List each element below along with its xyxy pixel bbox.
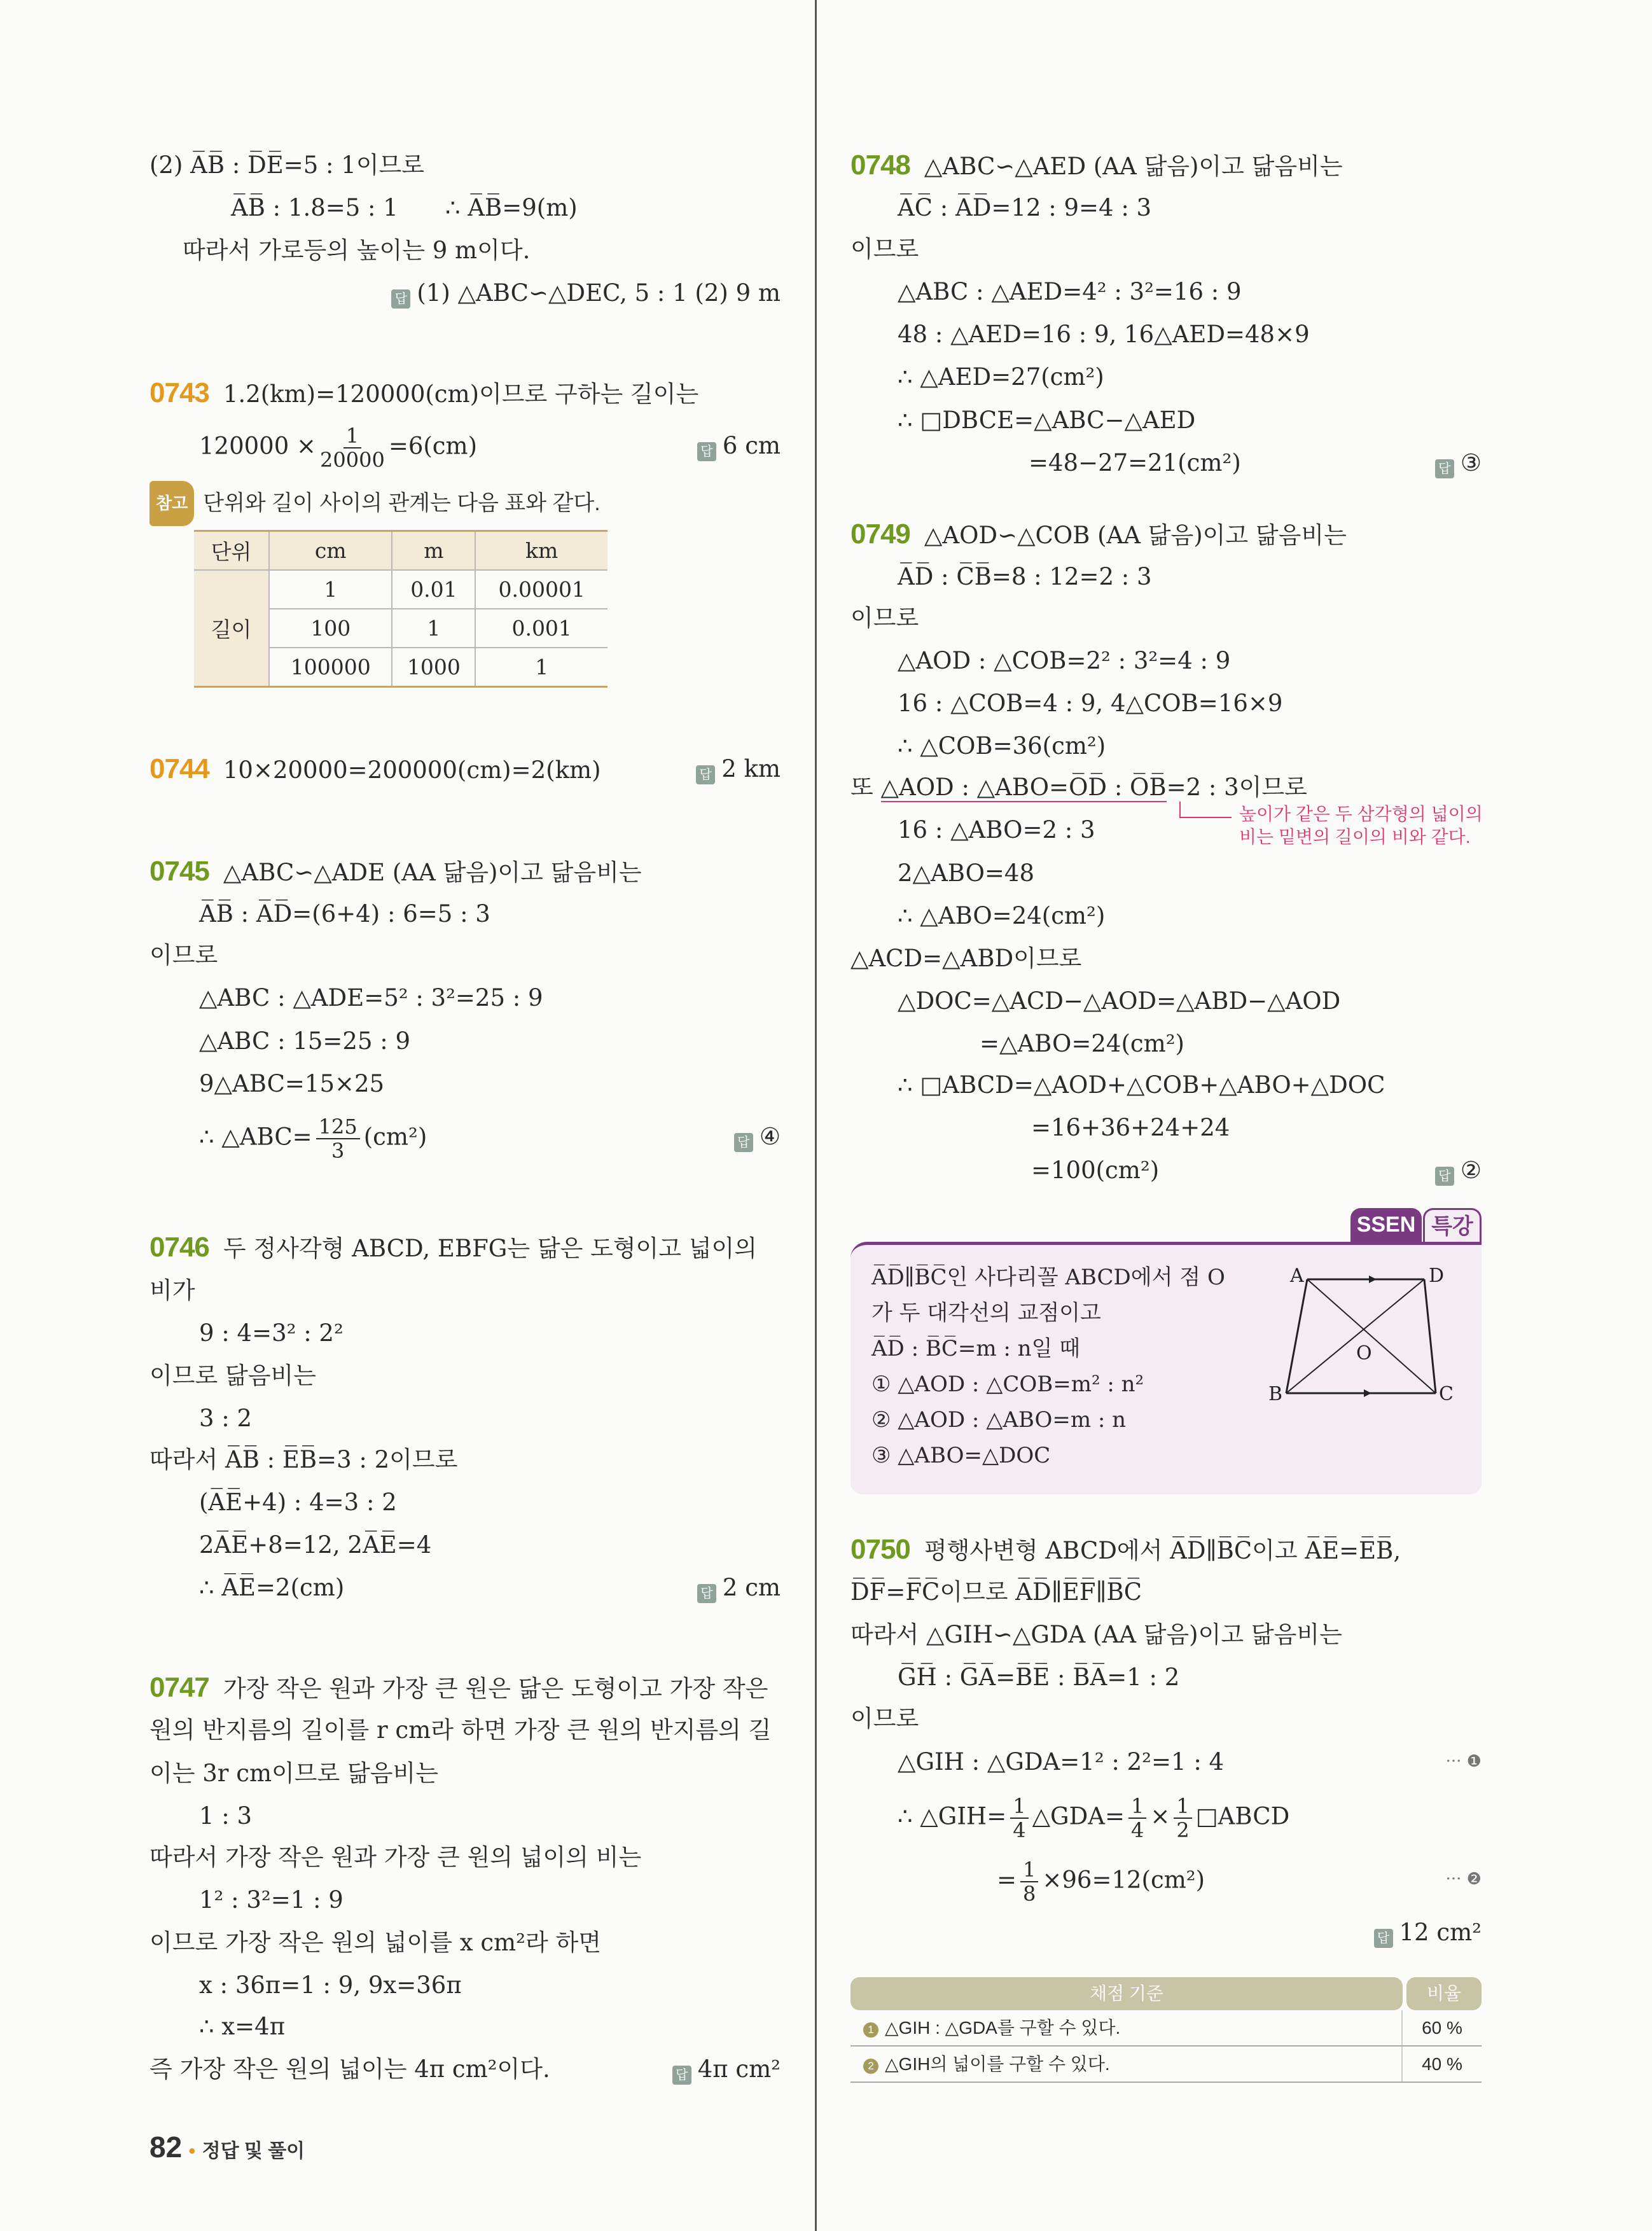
fraction	[1010, 1795, 1028, 1842]
header-criteria: 채점 기준	[850, 1977, 1403, 2010]
problem-number: 0745	[149, 856, 209, 887]
table-cell: 100000	[269, 648, 392, 687]
lecture-tab: 특강	[1423, 1208, 1482, 1242]
denominator: 4	[1130, 1818, 1144, 1842]
text-line: 따라서 가로등의 높이는 9 m이다.	[183, 237, 531, 264]
answer-text: 4π cm²	[697, 2055, 781, 2083]
table-cell: 1	[392, 609, 475, 648]
page-number: 82	[149, 2130, 183, 2164]
callout-connector	[1179, 802, 1232, 818]
answer-text: ③	[1460, 449, 1482, 476]
answer-icon: 답	[734, 1133, 753, 1152]
text-line: 9△ABC=15×25	[199, 1070, 385, 1097]
problem-number: 0750	[850, 1534, 910, 1565]
text-line: 이므로 가장 작은 원의 넓이를 x cm²라 하면	[149, 1929, 601, 1956]
box-line: 가 두 대각선의 교점이고	[871, 1300, 1101, 1326]
text-line: 이므로 닮음비는	[149, 1362, 316, 1389]
text-line: 16 : △ABO=2 : 3	[898, 816, 1095, 844]
text-line: 2△ABO=48	[898, 859, 1035, 887]
step-badge: 2	[863, 2059, 878, 2074]
text: ∴ △ABC=	[199, 1123, 312, 1151]
answer	[697, 1566, 781, 1609]
text-line: 이므로	[850, 604, 919, 632]
row-label: 길이	[194, 570, 269, 687]
text: =6(cm)	[388, 432, 478, 460]
problem-number: 0747	[149, 1672, 209, 1703]
box-line: A̅D̅∥B̅C̅인 사다리꼴 ABCD에서 점 O	[871, 1265, 1225, 1290]
text-line: 1 : 3	[199, 1802, 253, 1830]
answer-text: 12 cm²	[1399, 1919, 1482, 1946]
numerator: 1	[1020, 1858, 1038, 1882]
step-marker: ··· ❷	[1445, 1870, 1482, 1889]
answer	[697, 424, 781, 467]
text-line: ∴ △ABO=24(cm²)	[898, 902, 1106, 929]
numerator: 1	[1010, 1795, 1028, 1819]
text-line: (2) A̅B̅ : D̅E̅=5 : 1이므로	[149, 151, 425, 179]
answer-text: ②	[1460, 1157, 1482, 1184]
text-line: 이므로	[149, 942, 218, 969]
table-cell: 0.00001	[475, 570, 607, 609]
note	[149, 481, 600, 524]
footer-bullet: •	[188, 2141, 196, 2162]
text: =	[997, 1866, 1017, 1894]
answer-text: (1) △ABC∽△DEC, 5 : 1 (2) 9 m	[417, 279, 781, 307]
table-header: m	[392, 531, 475, 571]
answer-text: 6 cm	[722, 432, 781, 459]
fraction	[1020, 1858, 1038, 1905]
text-line: 두 정사각형 ABCD, EBFG는 닮은 도형이고 넓이의	[223, 1235, 758, 1262]
text-line: 10×20000=200000(cm)=2(km)	[223, 756, 601, 784]
table-cell: 0.01	[392, 570, 475, 609]
table-cell: 100	[269, 609, 392, 648]
ratio-cell: 40 %	[1422, 2054, 1462, 2074]
equation-line	[199, 1115, 427, 1163]
criteria-text: △GIH : △GDA를 구할 수 있다.	[885, 2018, 1121, 2038]
answer	[696, 747, 781, 790]
box-line: ① △AOD : △COB=m² : n²	[871, 1372, 1144, 1397]
text-line: 48 : △AED=16 : 9, 16△AED=48×9	[898, 321, 1310, 348]
highlighted-ratio: △AOD : △ABO=O̅D̅ : O̅B̅	[880, 774, 1167, 801]
text-line: 3 : 2	[199, 1405, 253, 1432]
numerator: 125	[316, 1115, 360, 1139]
text-line: =100(cm²)	[1031, 1157, 1160, 1184]
text-line: 이므로	[850, 1705, 919, 1732]
answer-icon: 답	[697, 1584, 716, 1603]
text-line: =16+36+24+24	[1031, 1114, 1230, 1141]
text-line: △ABC : △AED=4² : 3²=16 : 9	[898, 278, 1242, 305]
table-cell: 1	[475, 648, 607, 687]
text: ×96=12(cm²)	[1042, 1866, 1205, 1894]
text-line: ∴ △AED=27(cm²)	[898, 363, 1104, 391]
answer-text: 2 cm	[722, 1574, 781, 1601]
equation-line	[199, 424, 478, 472]
text-line: 이므로	[850, 235, 919, 263]
text-line: (A̅E̅+4) : 4=3 : 2	[199, 1489, 397, 1516]
answer	[1435, 441, 1482, 484]
side-dc	[1424, 1279, 1436, 1393]
equation-line	[898, 1794, 1290, 1842]
problem-number: 0743	[149, 377, 209, 408]
text: =2 : 3이므로	[1166, 774, 1307, 801]
text-line: 비가	[149, 1277, 195, 1304]
table-cell: 1	[269, 570, 392, 609]
fraction	[1128, 1795, 1146, 1842]
text-line: =48−27=21(cm²)	[1029, 449, 1241, 476]
text-line: D̅F̅=F̅C̅이므로 A̅D̅∥E̅F̅∥B̅C̅	[850, 1578, 1142, 1606]
vertex-c: C	[1439, 1383, 1454, 1405]
vertex-a: A	[1290, 1265, 1304, 1287]
text: □ABCD	[1195, 1802, 1290, 1830]
table-cell: 0.001	[475, 609, 607, 648]
text-line: =△ABO=24(cm²)	[980, 1030, 1184, 1057]
text-line: 평행사변형 ABCD에서 A̅D̅∥B̅C̅이고 A̅E̅=E̅B̅,	[924, 1537, 1401, 1564]
header-ratio: 비율	[1406, 1977, 1482, 2010]
problem-number: 0749	[850, 518, 910, 550]
parallel-arrow-icon	[1369, 1275, 1377, 1283]
text-line: A̅D̅ : C̅B̅=8 : 12=2 : 3	[898, 563, 1152, 590]
text-line: A̅B̅ : 1.8=5 : 1	[231, 194, 398, 221]
answer-icon: 답	[672, 2066, 691, 2085]
column-divider	[815, 0, 817, 2231]
problem-number: 0748	[850, 149, 910, 181]
text-line: △DOC=△ACD−△AOD=△ABD−△AOD	[898, 987, 1341, 1015]
vertex-b: B	[1268, 1383, 1283, 1405]
table-header: 단위	[194, 531, 269, 571]
answer-icon: 답	[697, 442, 716, 461]
text-line: △AOD : △COB=2² : 3²=4 : 9	[898, 647, 1231, 674]
step-marker: ··· ❶	[1445, 1752, 1482, 1771]
text: △GDA=	[1032, 1802, 1125, 1830]
answer-icon: 답	[696, 765, 715, 784]
answer-icon: 답	[1435, 459, 1454, 478]
table-header: km	[475, 531, 607, 571]
text-line: 가장 작은 원과 가장 큰 원은 닮은 도형이고 가장 작은	[223, 1675, 768, 1702]
text-line: 따라서 A̅B̅ : E̅B̅=3 : 2이므로	[149, 1446, 458, 1473]
box-line: A̅D̅ : B̅C̅=m : n일 때	[871, 1336, 1081, 1361]
unit-table	[194, 530, 607, 688]
problem-number: 0744	[149, 753, 209, 784]
parallel-arrow-icon	[1364, 1389, 1371, 1397]
side-ab	[1286, 1279, 1307, 1393]
text: 또	[850, 774, 881, 801]
text-line: 따라서 가장 작은 원과 가장 큰 원의 넓이의 비는	[149, 1844, 642, 1871]
ssen-tab: SSEN	[1350, 1208, 1422, 1242]
text-line: 1² : 3²=1 : 9	[199, 1886, 344, 1914]
text: (cm²)	[363, 1123, 427, 1151]
text-line: 1.2(km)=120000(cm)이므로 구하는 길이는	[223, 380, 699, 408]
trapezoid-diagram	[1260, 1263, 1469, 1412]
answer-icon: 답	[1435, 1167, 1454, 1186]
text-line: A̅B̅ : A̅D̅=(6+4) : 6=5 : 3	[199, 900, 490, 928]
page-footer	[149, 2126, 305, 2176]
denominator: 3	[331, 1139, 345, 1163]
denominator: 2	[1176, 1818, 1190, 1842]
section-title: 정답 및 풀이	[202, 2141, 305, 2162]
table-cell: 1000	[392, 648, 475, 687]
numerator: 1	[344, 424, 361, 448]
denominator: 20000	[320, 448, 385, 472]
diagonal-ac	[1307, 1279, 1436, 1393]
fraction	[1174, 1795, 1191, 1842]
table-row	[850, 2010, 1482, 2047]
vertex-d: D	[1429, 1265, 1445, 1287]
answer-icon: 답	[391, 289, 410, 309]
text-line: 9 : 4=3² : 2²	[199, 1319, 344, 1347]
text: 120000 ×	[199, 432, 317, 460]
answer-text: ④	[759, 1123, 781, 1150]
answer	[672, 2048, 781, 2090]
text-line: 16 : △COB=4 : 9, 4△COB=16×9	[898, 690, 1283, 717]
text-line: △ABC : △ADE=5² : 3²=25 : 9	[199, 984, 543, 1011]
answer-text: 2 km	[721, 755, 781, 782]
text: ×	[1150, 1802, 1170, 1830]
criteria-text: △GIH의 넓이를 구할 수 있다.	[885, 2054, 1110, 2074]
step-badge: 1	[863, 2022, 878, 2038]
text-line: ∴ △COB=36(cm²)	[898, 732, 1106, 760]
fraction	[320, 424, 385, 471]
problem-number: 0746	[149, 1232, 209, 1263]
box-line: ③ △ABO=△DOC	[871, 1443, 1051, 1468]
text-line: ∴ x=4π	[199, 2013, 286, 2040]
text-line: 2A̅E̅+8=12, 2A̅E̅=4	[199, 1531, 432, 1559]
text-line: △GIH : △GDA=1² : 2²=1 : 4	[898, 1748, 1225, 1776]
text: ∴ △GIH=	[898, 1802, 1007, 1830]
numerator: 1	[1128, 1795, 1146, 1819]
text-line: △ACD=△ABD이므로	[850, 945, 1082, 972]
table-header: cm	[269, 531, 392, 571]
note-text: 단위와 길이 사이의 관계는 다음 표와 같다.	[203, 491, 600, 515]
denominator: 4	[1013, 1818, 1026, 1842]
callout-note: 비는 밑변의 길이의 비와 같다.	[1239, 827, 1471, 847]
point-o: O	[1356, 1342, 1372, 1365]
table-row	[194, 570, 607, 609]
text-line: 즉 가장 작은 원의 넓이는 4π cm²이다.	[149, 2055, 550, 2083]
answer	[1374, 1911, 1482, 1954]
text-line: ∴ □DBCE=△ABC−△AED	[898, 407, 1196, 434]
diagonal-bd	[1286, 1279, 1424, 1393]
denominator: 8	[1023, 1882, 1036, 1906]
numerator: 1	[1174, 1795, 1191, 1819]
text-line: 원의 반지름의 길이를 r cm라 하면 가장 큰 원의 반지름의 길	[149, 1716, 772, 1744]
fraction	[316, 1115, 360, 1162]
scoring-table	[850, 1977, 1482, 2083]
text-line: ∴ A̅E̅=2(cm)	[199, 1574, 345, 1601]
text-line: △ABC∽△ADE (AA 닮음)이고 닮음비는	[223, 859, 642, 886]
text-line: x : 36π=1 : 9, 9x=36π	[199, 1971, 462, 1999]
box-line: ② △AOD : △ABO=m : n	[871, 1407, 1127, 1433]
text-line	[850, 766, 1307, 809]
callout-note: 높이가 같은 두 삼각형의 넓이의	[1239, 804, 1483, 824]
ratio-cell: 60 %	[1422, 2018, 1462, 2038]
text-line: △AOD∽△COB (AA 닮음)이고 닮음비는	[924, 522, 1347, 549]
text-line: △ABC : 15=25 : 9	[199, 1027, 411, 1055]
text-line: △ABC∽△AED (AA 닮음)이고 닮음비는	[924, 153, 1343, 180]
text-line: G̅H̅ : G̅A̅=B̅E̅ : B̅A̅=1 : 2	[898, 1664, 1180, 1691]
equation-line	[997, 1858, 1205, 1906]
answer	[1435, 1149, 1482, 1192]
answer	[734, 1115, 781, 1158]
note-label: 참고	[149, 481, 194, 526]
text-line: A̅C̅ : A̅D̅=12 : 9=4 : 3	[898, 194, 1152, 221]
answer-icon: 답	[1374, 1929, 1393, 1948]
text-line: ∴ □ABCD=△AOD+△COB+△ABO+△DOC	[898, 1071, 1385, 1099]
answer	[391, 272, 781, 314]
table-row	[850, 2047, 1482, 2083]
text-line: 이는 3r cm이므로 닮음비는	[149, 1760, 438, 1787]
text-line: ∴ A̅B̅=9(m)	[445, 194, 578, 221]
text-line: 따라서 △GIH∽△GDA (AA 닮음)이고 닮음비는	[850, 1621, 1342, 1648]
